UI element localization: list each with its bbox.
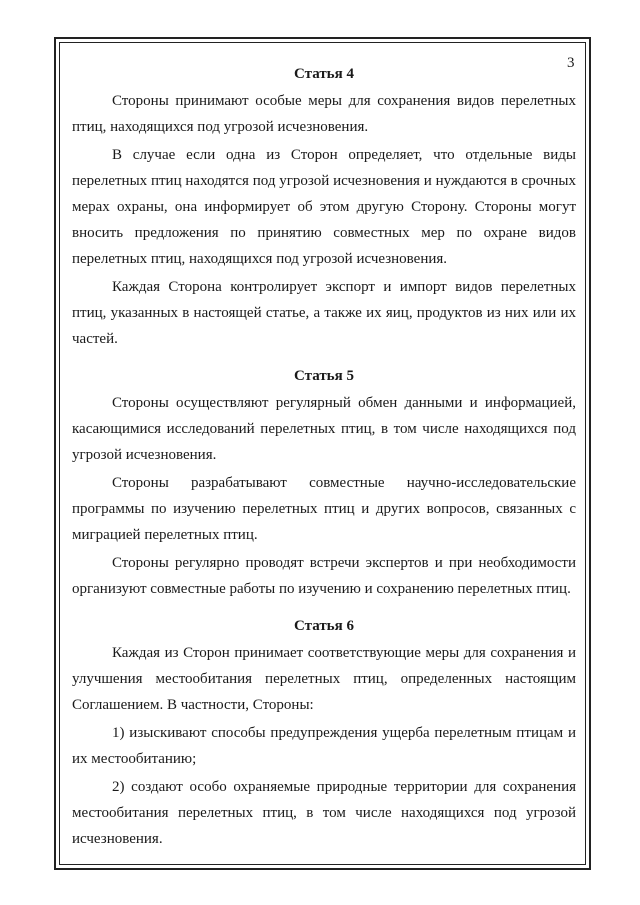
article-4 <box>72 64 576 352</box>
paragraph: Стороны разрабатывают совместные научно-исследовательские программы по изучению перелетных птиц и других вопросов, связанных с миграцией перелетных птиц. <box>72 475 576 543</box>
article-5 <box>72 366 576 602</box>
paragraph: Стороны принимают особые меры для сохранения видов перелетных птиц, находящихся под угрозой исчезновения. <box>72 93 576 135</box>
article-title: Статья 6 <box>294 618 354 634</box>
list-item: 1) изыскивают способы предупреждения ущерба перелетным птицам и их местообитанию; <box>72 725 576 767</box>
list-item: 2) создают особо охраняемые природные территории для сохранения местообитания перелетных птиц, в том числе находящихся под угрозой исчезновения. <box>72 779 576 847</box>
paragraph: Каждая из Сторон принимает соответствующие меры для сохранения и улучшения местообитания перелетных птиц, определенных настоящим Соглашением. В частности, Стороны: <box>72 645 576 713</box>
paragraph: В случае если одна из Сторон определяет, что отдельные виды перелетных птиц находятся под угрозой исчезновения и нуждаются в срочных мерах охраны, она информирует об этом другую Сторону. Стороны могут вносить предложения по принятию совместных мер по охране видов перелетных птиц, находящихся под угрозой исчезновения. <box>72 147 576 267</box>
document-body <box>72 64 576 854</box>
article-title: Статья 4 <box>294 66 354 82</box>
paragraph: Стороны осуществляют регулярный обмен данными и информацией, касающимися исследований перелетных птиц, в том числе находящихся под угрозой исчезновения. <box>72 395 576 463</box>
paragraph: Стороны регулярно проводят встречи экспертов и при необходимости организуют совместные работы по изучению и сохранению перелетных птиц. <box>72 555 576 597</box>
page-number: 3 <box>567 55 575 71</box>
paragraph: Каждая Сторона контролирует экспорт и импорт видов перелетных птиц, указанных в настоящей статье, а также их яиц, продуктов из них или их частей. <box>72 279 576 347</box>
article-6 <box>72 616 576 852</box>
article-title: Статья 5 <box>294 368 354 384</box>
